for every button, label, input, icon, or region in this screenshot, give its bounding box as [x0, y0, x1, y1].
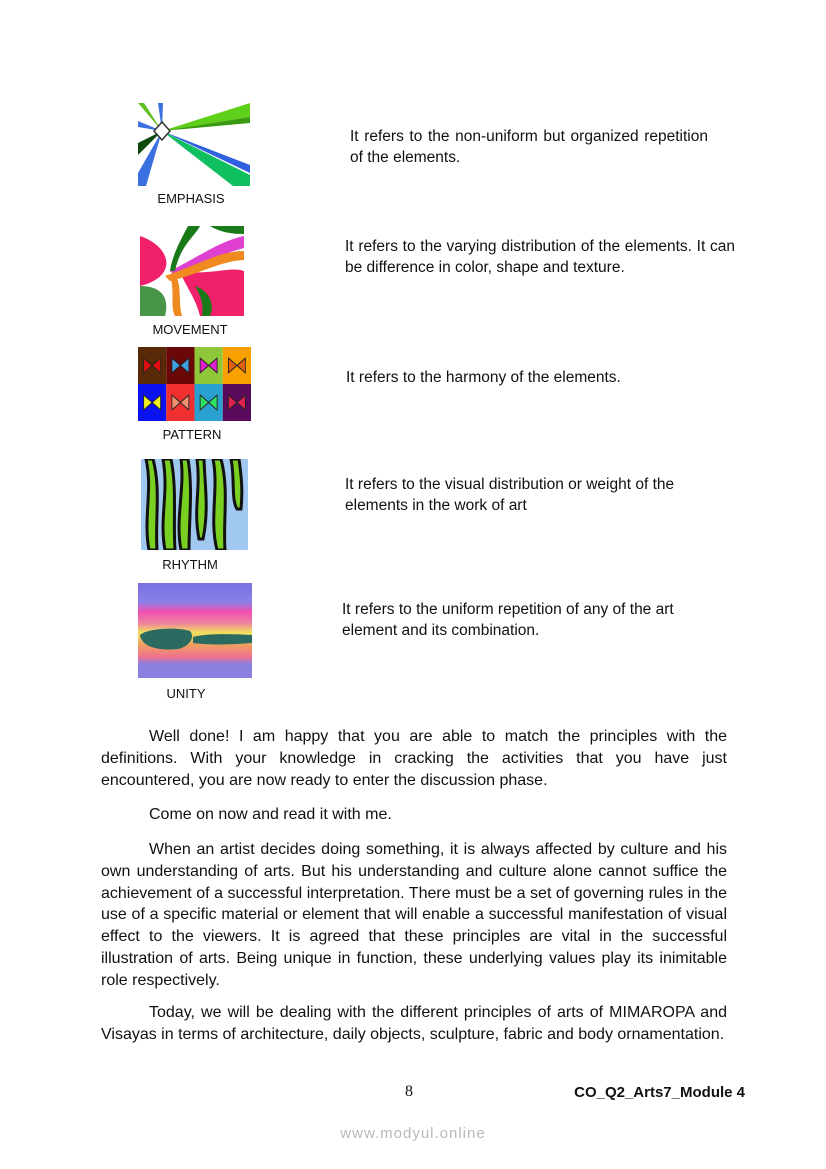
emphasis-art-image	[138, 103, 250, 186]
movement-art-image	[140, 226, 244, 316]
rhythm-label: RHYTHM	[162, 557, 218, 572]
paragraph-come-on: Come on now and read it with me.	[149, 806, 392, 823]
definition-3: It refers to the harmony of the elements.	[346, 369, 621, 386]
pattern-label: PATTERN	[162, 427, 222, 442]
unity-art-image	[138, 583, 252, 678]
emphasis-label: EMPHASIS	[157, 191, 225, 206]
unity-label: UNITY	[166, 686, 206, 701]
paragraph-well-done: Well done! I am happy that you are able to match the principles with the definitions. With your knowledge in cracking the activities that you have just encountered, you are now ready to enter the discussion phase.	[101, 728, 727, 789]
definition-5: It refers to the uniform repetition of any of the art element and its combination.	[342, 601, 674, 639]
pattern-art-image	[138, 347, 251, 421]
page-number: 8	[405, 1083, 413, 1100]
paragraph-artist: When an artist decides doing something, it is always affected by culture and his own understanding of arts. But his understanding and culture alone cannot suffice the achievement of a successful interpretation. There must be a set of governing rules in the use of a specific material or element that will enable a successful manifestation of visual effect to the viewers. It is agreed that these principles are vital in the successful illustration of arts. Being unique in function, these underlying values play its inimitable role respectively.	[101, 841, 727, 989]
definition-1: It refers to the non-uniform but organized repetition of the elements.	[350, 128, 708, 166]
module-code: CO_Q2_Arts7_Module 4	[574, 1084, 745, 1101]
rhythm-art-image	[141, 459, 248, 550]
definition-4: It refers to the visual distribution or weight of the elements in the work of art	[345, 476, 675, 514]
watermark: www.modyul.online	[340, 1125, 486, 1142]
movement-label: MOVEMENT	[152, 322, 228, 337]
paragraph-today: Today, we will be dealing with the different principles of arts of MIMAROPA and Visayas in terms of architecture, daily objects, sculpture, fabric and body ornamentation.	[101, 1004, 727, 1043]
definition-2: It refers to the varying distribution of the elements. It can be difference in color, shape and texture.	[345, 238, 735, 276]
